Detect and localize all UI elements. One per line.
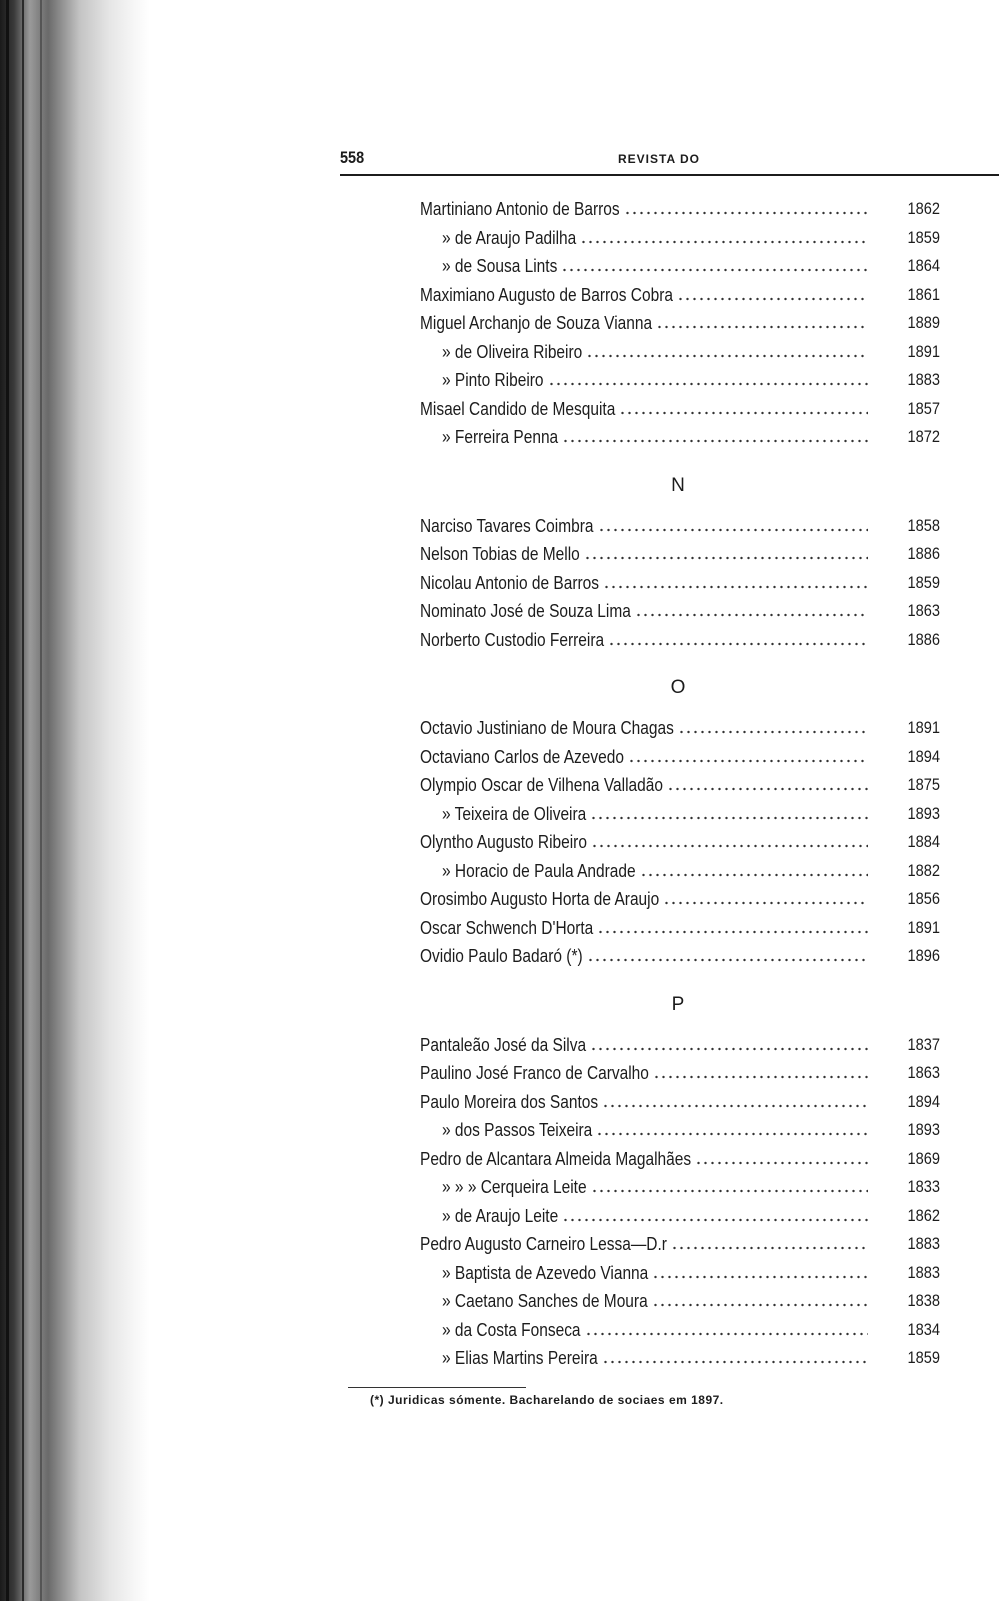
entry-name: Orosimbo Augusto Horta de Araujo <box>420 889 660 909</box>
entry-year: 1893 <box>907 1120 940 1139</box>
list-item <box>420 1288 940 1314</box>
list-item <box>420 1345 940 1371</box>
list-item <box>420 886 940 912</box>
list-item <box>420 1203 940 1229</box>
section-letter: O <box>670 677 686 698</box>
dot-leader <box>587 958 868 962</box>
entry-year: 1859 <box>907 227 940 247</box>
dot-leader <box>586 354 868 358</box>
entry-name: Misael Candido de Mesquita <box>420 398 616 419</box>
entry-year: 1859 <box>907 1348 940 1367</box>
entry-year: 1856 <box>907 889 940 908</box>
entry-year: 1886 <box>907 629 940 649</box>
list-item <box>420 715 940 741</box>
dot-leader <box>619 411 868 415</box>
dot-leader <box>695 1161 868 1165</box>
list-item <box>420 1032 940 1058</box>
entry-name: Nelson Tobias de Mello <box>420 544 580 564</box>
list-item <box>420 627 940 653</box>
list-item <box>420 367 940 393</box>
dot-leader <box>585 1332 868 1336</box>
entry-name: Maximiano Augusto de Barros Cobra <box>420 284 673 305</box>
entry-name: Olympio Oscar de Vilhena Valladão <box>420 775 663 795</box>
entry-year: 1872 <box>907 427 940 446</box>
dot-leader <box>624 211 868 215</box>
entry-name: Pedro Augusto Carneiro Lessa—D.r <box>420 1234 667 1254</box>
list-item <box>420 225 940 251</box>
dot-leader <box>591 844 868 848</box>
list-item <box>420 943 940 969</box>
entry-name: Paulo Moreira dos Santos <box>420 1091 599 1112</box>
entry-name: » » » Cerqueira Leite <box>442 1177 587 1197</box>
list-item <box>420 310 940 336</box>
dot-leader <box>677 297 868 301</box>
entry-year: 1883 <box>907 1262 940 1282</box>
dot-leader <box>628 759 868 763</box>
entry-name: Nicolau Antonio de Barros <box>420 572 599 593</box>
entry-name: Norberto Custodio Ferreira <box>420 629 605 650</box>
entry-year: 1891 <box>907 917 940 937</box>
entry-year: 1891 <box>907 341 940 361</box>
entry-name: » Elias Martins Pereira <box>442 1348 598 1368</box>
list-item <box>420 282 940 308</box>
entry-name: Olyntho Augusto Ribeiro <box>420 832 587 852</box>
dot-leader <box>548 382 868 386</box>
running-head: REVISTA DO <box>618 152 701 166</box>
list-item <box>420 1089 940 1115</box>
entry-name: » Teixeira de Oliveira <box>442 803 587 824</box>
entry-name: Octaviano Carlos de Azevedo <box>420 746 624 767</box>
footnote: (*) Juridicas sómente. Bacharelando de sociaes em 1897. <box>370 1393 724 1407</box>
entry-name: Nominato José de Souza Lima <box>420 601 631 621</box>
list-item <box>420 598 940 624</box>
section-letter: N <box>671 474 685 496</box>
entry-name: Octavio Justiniano de Moura Chagas <box>420 718 674 738</box>
dot-leader <box>602 1360 868 1364</box>
entry-name: » de Sousa Lints <box>442 256 558 276</box>
dot-leader <box>663 901 868 905</box>
entry-year: 1896 <box>907 946 940 965</box>
entry-name: » Caetano Sanches de Moura <box>442 1291 648 1311</box>
entry-name: Miguel Archanjo de Souza Vianna <box>420 313 653 333</box>
dot-leader <box>635 613 868 617</box>
entry-name: » de Araujo Padilha <box>442 227 577 248</box>
dot-leader <box>590 1047 868 1051</box>
list-item <box>420 1174 940 1200</box>
entry-year: 1857 <box>907 398 940 418</box>
entry-year: 1875 <box>907 775 940 794</box>
dot-leader <box>640 873 868 877</box>
entry-year: 1883 <box>907 370 940 389</box>
entry-name: » Pinto Ribeiro <box>442 370 544 390</box>
entry-year: 1864 <box>907 256 940 275</box>
entry-year: 1891 <box>907 718 940 737</box>
entry-name: » dos Passos Teixeira <box>442 1120 593 1140</box>
entry-year: 1837 <box>907 1034 940 1054</box>
list-item <box>420 541 940 567</box>
entry-name: Pantaleão José da Silva <box>420 1034 587 1055</box>
dot-leader <box>561 268 868 272</box>
dot-leader <box>562 439 868 443</box>
list-item <box>420 1260 940 1286</box>
list-item <box>420 858 940 884</box>
entry-name: Narciso Tavares Coimbra <box>420 515 594 536</box>
entry-year: 1862 <box>907 199 940 218</box>
dot-leader <box>653 1075 868 1079</box>
dot-leader <box>590 816 868 820</box>
dot-leader <box>603 585 868 589</box>
list-item <box>420 253 940 279</box>
entry-name: Ovidio Paulo Badaró (*) <box>420 946 583 966</box>
dot-leader <box>671 1246 868 1250</box>
list-item <box>420 772 940 798</box>
dot-leader <box>598 528 869 532</box>
entry-name: » Ferreira Penna <box>442 427 559 447</box>
entry-year: 1863 <box>907 1063 940 1082</box>
dot-leader <box>652 1275 868 1279</box>
entry-year: 1838 <box>907 1291 940 1310</box>
entry-year: 1894 <box>907 1091 940 1111</box>
entry-year: 1862 <box>907 1205 940 1225</box>
dot-leader <box>656 325 868 329</box>
list-item <box>420 829 940 855</box>
entry-year: 1893 <box>907 803 940 823</box>
entry-year: 1882 <box>907 860 940 880</box>
entry-name: » Baptista de Azevedo Vianna <box>442 1262 649 1283</box>
list-item <box>420 570 940 596</box>
entry-name: » de Araujo Leite <box>442 1205 559 1226</box>
entry-name: Oscar Schwench D'Horta <box>420 917 594 938</box>
dot-leader <box>667 787 868 791</box>
entry-year: 1833 <box>907 1177 940 1196</box>
entry-year: 1883 <box>907 1234 940 1253</box>
entry-year: 1859 <box>907 572 940 592</box>
list-item <box>420 396 940 422</box>
entry-year: 1886 <box>907 544 940 563</box>
list-item <box>420 1317 940 1343</box>
entry-year: 1834 <box>907 1319 940 1339</box>
dot-leader <box>652 1303 868 1307</box>
entry-name: » de Oliveira Ribeiro <box>442 341 583 362</box>
dot-leader <box>596 1132 868 1136</box>
list-item <box>420 1060 940 1086</box>
page-number: 558 <box>340 148 365 167</box>
list-item <box>420 915 940 941</box>
list-item <box>420 1146 940 1172</box>
list-item <box>420 1231 940 1257</box>
section-letter: P <box>671 993 685 1015</box>
entry-year: 1894 <box>907 746 940 766</box>
dot-leader <box>562 1218 868 1222</box>
list-item <box>420 1117 940 1143</box>
entry-year: 1889 <box>907 313 940 332</box>
entry-year: 1863 <box>907 601 940 620</box>
entry-year: 1869 <box>907 1148 940 1168</box>
entry-name: Martiniano Antonio de Barros <box>420 199 620 219</box>
dot-leader <box>584 556 868 560</box>
list-item <box>420 424 940 450</box>
dot-leader <box>678 730 868 734</box>
list-item <box>420 339 940 365</box>
entry-year: 1861 <box>907 284 940 304</box>
entry-name: » da Costa Fonseca <box>442 1319 581 1340</box>
dot-leader <box>580 240 868 244</box>
entry-year: 1884 <box>907 832 940 851</box>
footnote-rule <box>348 1387 526 1388</box>
dot-leader <box>602 1104 868 1108</box>
list-item <box>420 801 940 827</box>
entry-name: » Horacio de Paula Andrade <box>442 860 636 881</box>
dot-leader <box>591 1189 868 1193</box>
entry-year: 1858 <box>907 515 940 535</box>
entry-name: Paulino José Franco de Carvalho <box>420 1063 649 1083</box>
entry-name: Pedro de Alcantara Almeida Magalhães <box>420 1148 692 1169</box>
dot-leader <box>608 642 868 646</box>
dot-leader <box>597 930 868 934</box>
list-item <box>420 513 940 539</box>
list-item <box>420 196 940 222</box>
list-item <box>420 744 940 770</box>
